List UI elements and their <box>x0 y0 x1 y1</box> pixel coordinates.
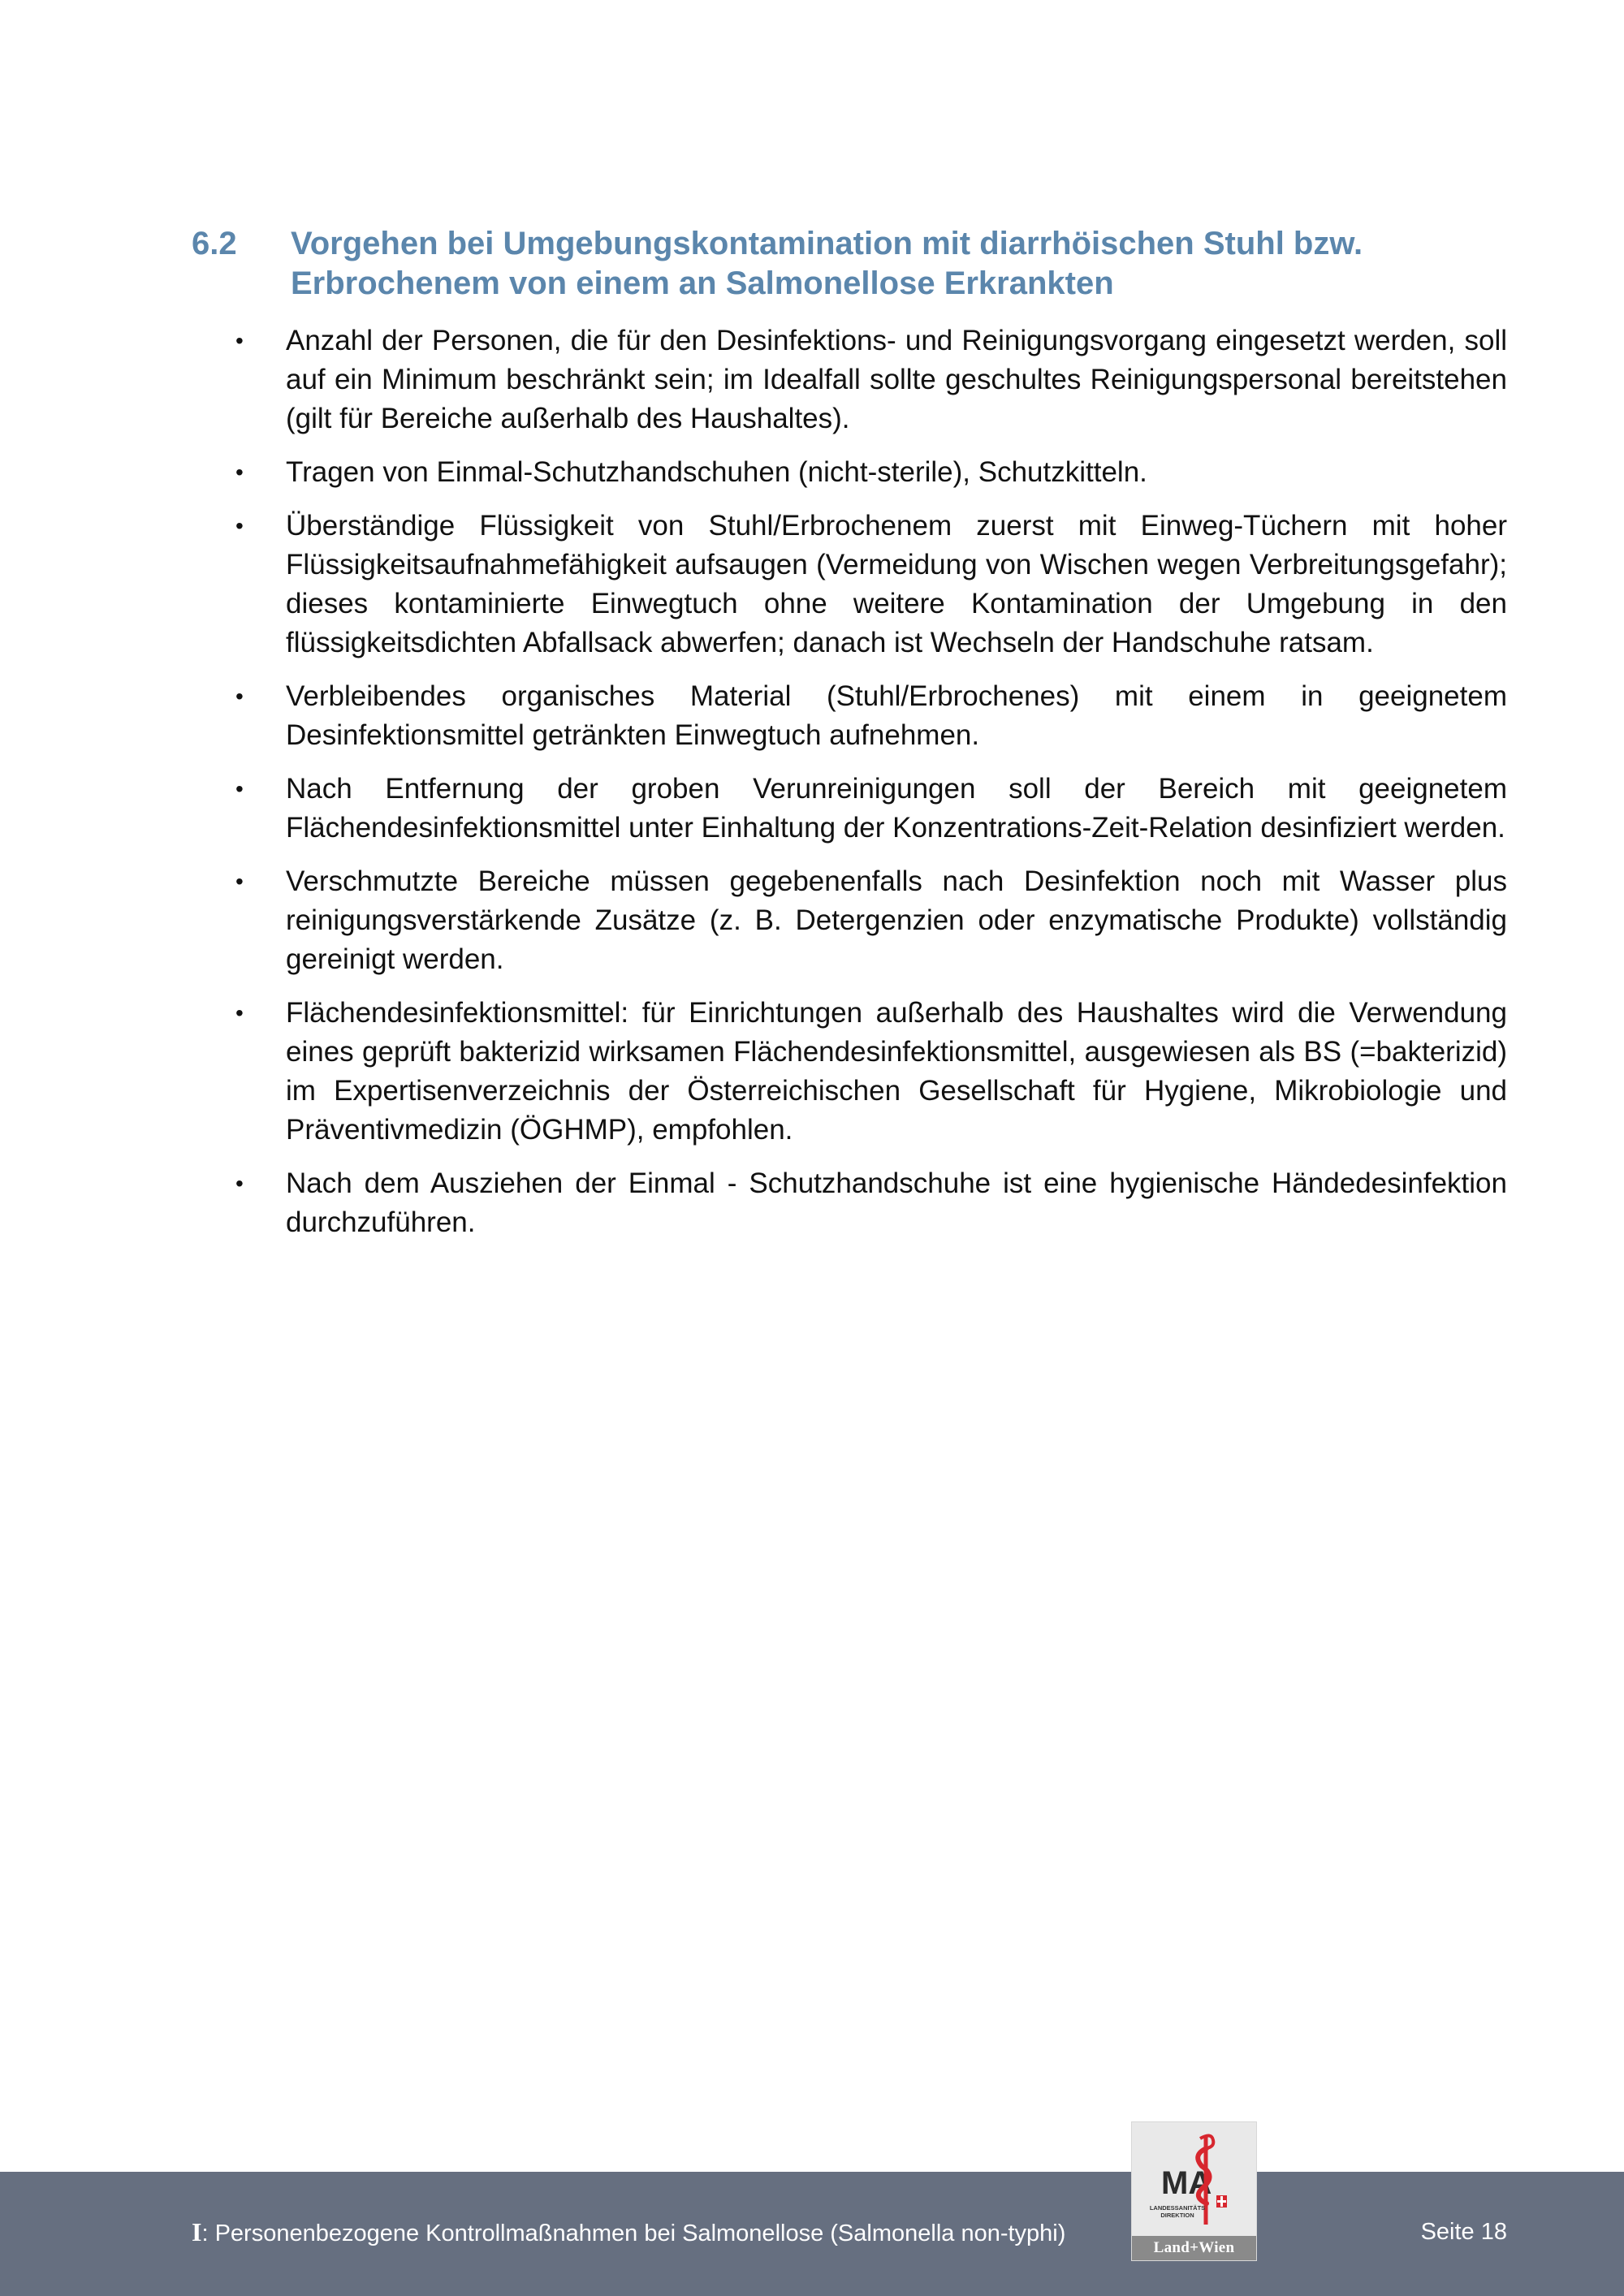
section-title: Vorgehen bei Umgebungskontamination mit diarrhöischen Stuhl bzw. Erbrochenem von einem an Salmonellose Erkrankten <box>291 226 1363 301</box>
list-item-text: Überständige Flüssigkeit von Stuhl/Erbrochenem zuerst mit Einweg-Tüchern mit hoher Flüssigkeitsaufnahmefähigkeit aufsaugen (Vermeidung von Wischen wegen Verbreitungsgefahr); dieses kontaminierte Einwegtuch ohne weitere Kontamination der Umgebung in den flüssigkeitsdichten Abfallsack abwerfen; danach ist Wechseln der Handschuhe ratsam. <box>286 510 1507 658</box>
bullet-icon: • <box>235 328 244 353</box>
page-number: Seite 18 <box>1420 2219 1507 2245</box>
bullet-icon: • <box>235 513 244 538</box>
list-item-text: Nach Entfernung der groben Verunreinigungen soll der Bereich mit geeignetem Flächendesinfektionsmittel unter Einhaltung der Konzentrations-Zeit-Relation desinfiziert werden. <box>286 773 1507 844</box>
list-item-text: Verbleibendes organisches Material (Stuhl/Erbrochenes) mit einem in geeignetem Desinfektionsmittel getränkten Einwegtuch aufnehmen. <box>286 680 1507 751</box>
list-item <box>235 862 1507 979</box>
list-item-text: Verschmutzte Bereiche müssen gegebenenfalls nach Desinfektion noch mit Wasser plus reinigungsverstärkende Zusätze (z. B. Detergenzien oder enzymatische Produkte) vollständig gereinigt werden. <box>286 865 1507 975</box>
logo-ma-text: MA <box>1161 2165 1212 2201</box>
list-item-text: Flächendesinfektionsmittel: für Einrichtungen außerhalb des Haushaltes wird die Verwendung eines geprüft bakterizid wirksamen Flächendesinfektionsmittel, ausgewiesen als BS (=bakterizid) im Expertisenverzeichnis der Österreichischen Gesellschaft für Hygiene, Mikrobiologie und Präventivmedizin (ÖGHMP), empfohlen. <box>286 997 1507 1146</box>
bullet-icon: • <box>235 869 244 894</box>
logo-line-1: LANDESSANITÄTS <box>1149 2204 1206 2212</box>
list-item-text: Anzahl der Personen, die für den Desinfektions- und Reinigungsvorgang eingesetzt werden, soll auf ein Minimum beschränkt sein; im Idealfall sollte geschultes Reinigungspersonal bereitstehen (gilt für Bereiche außerhalb des Haushaltes). <box>286 325 1507 434</box>
bullet-icon: • <box>235 1000 244 1025</box>
list-item <box>235 677 1507 755</box>
section-number: 6.2 <box>192 226 237 261</box>
list-item <box>235 322 1507 438</box>
bullet-icon: • <box>235 460 244 485</box>
section-heading <box>192 224 1523 304</box>
aesculapian-staff-icon <box>1132 2122 1256 2238</box>
list-item-text: Tragen von Einmal-Schutzhandschuhen (nicht-sterile), Schutzkitteln. <box>286 456 1147 488</box>
footer-title <box>192 2216 1065 2250</box>
bullet-icon: • <box>235 1171 244 1196</box>
list-item <box>235 770 1507 848</box>
list-item <box>235 994 1507 1150</box>
bullet-icon: • <box>235 684 244 709</box>
logo-line-2: DIREKTION <box>1160 2212 1194 2219</box>
list-item <box>235 507 1507 662</box>
ma15-logo <box>1132 2122 1256 2260</box>
measure-list <box>235 322 1507 1257</box>
bullet-icon: • <box>235 776 244 801</box>
logo-strip: Land+Wien <box>1132 2236 1256 2260</box>
footer-chapter-title: : Personenbezogene Kontrollmaßnahmen bei Salmonellose (Salmonella non-typhi) <box>201 2220 1066 2246</box>
page-footer <box>0 2172 1624 2296</box>
list-item <box>235 1164 1507 1242</box>
footer-chapter-prefix: I <box>192 2217 202 2246</box>
shield-cross-horizontal <box>1217 2200 1226 2203</box>
list-item <box>235 453 1507 492</box>
list-item-text: Nach dem Ausziehen der Einmal - Schutzhandschuhe ist eine hygienische Händedesinfektion durchzuführen. <box>286 1167 1507 1238</box>
